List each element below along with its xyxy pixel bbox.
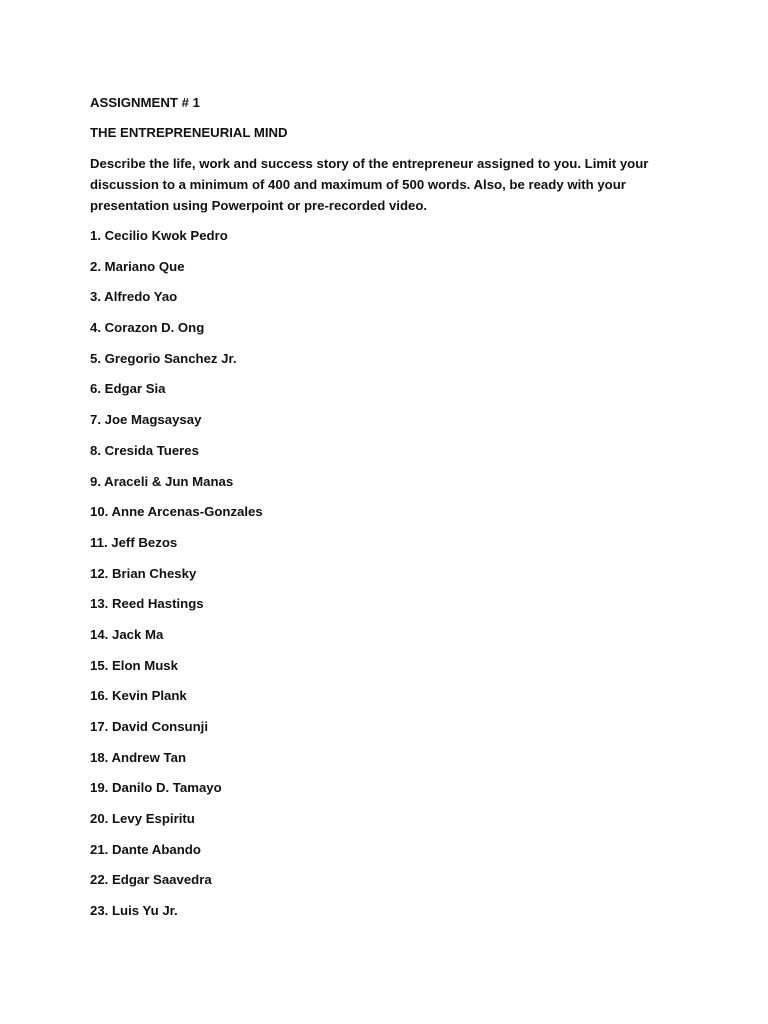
list-item: 16. Kevin Plank — [90, 688, 187, 704]
document-title: THE ENTREPRENEURIAL MIND — [90, 125, 288, 140]
list-item: 3. Alfredo Yao — [90, 289, 178, 305]
instructions-line: Describe the life, work and success story of the entrepreneur assigned to you. Limit your — [90, 156, 649, 171]
list-item: 2. Mariano Que — [90, 258, 185, 274]
list-item: 6. Edgar Sia — [90, 381, 166, 397]
list-item: 8. Cresida Tueres — [90, 442, 199, 458]
assignment-label: ASSIGNMENT # 1 — [90, 95, 200, 110]
list-item: 12. Brian Chesky — [90, 565, 197, 581]
list-item: 1. Cecilio Kwok Pedro — [90, 228, 228, 243]
list-item: 23. Luis Yu Jr. — [90, 903, 178, 919]
list-item: 15. Elon Musk — [90, 657, 178, 673]
list-item: 4. Corazon D. Ong — [90, 320, 205, 336]
list-item: 13. Reed Hastings — [90, 596, 204, 612]
list-item: 18. Andrew Tan — [90, 749, 186, 765]
list-item: 14. Jack Ma — [90, 626, 164, 642]
instructions-line: presentation using Powerpoint or pre-recorded video. — [90, 198, 428, 213]
instructions-line: discussion to a minimum of 400 and maximum of 500 words. Also, be ready with your — [90, 177, 626, 192]
list-item: 22. Edgar Saavedra — [90, 872, 212, 888]
instructions-paragraph — [90, 153, 680, 216]
list-item: 9. Araceli & Jun Manas — [90, 473, 234, 489]
document-content — [90, 93, 690, 932]
list-item: 20. Levy Espiritu — [90, 811, 195, 827]
list-item: 11. Jeff Bezos — [90, 534, 178, 550]
list-item: 21. Dante Abando — [90, 841, 201, 857]
list-item: 7. Joe Magsaysay — [90, 412, 202, 428]
list-item: 17. David Consunji — [90, 719, 208, 734]
entrepreneur-list — [90, 226, 690, 921]
list-item: 19. Danilo D. Tamayo — [90, 780, 222, 796]
list-item: 10. Anne Arcenas-Gonzales — [90, 504, 263, 520]
list-item: 5. Gregorio Sanchez Jr. — [90, 350, 237, 366]
